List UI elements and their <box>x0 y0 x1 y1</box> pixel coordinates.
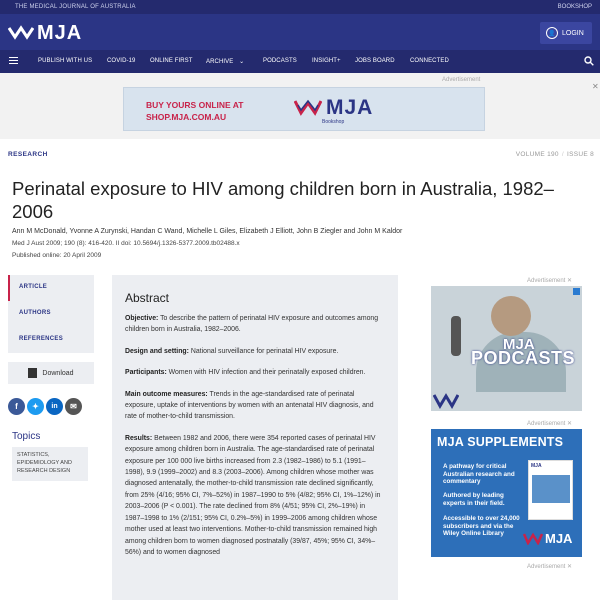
ad-label-3-text: Advertisement <box>527 564 566 570</box>
issue[interactable]: ISSUE 8 <box>566 151 594 158</box>
podcast-line2: PODCASTS <box>471 348 576 368</box>
search-icon[interactable] <box>584 56 594 66</box>
abstract-heading: Abstract <box>125 291 170 305</box>
published-date: Published online: 20 April 2009 <box>12 252 102 259</box>
abstract-results <box>125 433 385 558</box>
journal-name[interactable]: THE MEDICAL JOURNAL OF AUSTRALIA <box>15 4 136 10</box>
main-nav <box>0 50 600 73</box>
mja-logo-icon <box>8 25 34 41</box>
ad-label: Advertisement <box>442 77 481 83</box>
chevron-down-icon: ⌄ <box>239 59 245 65</box>
participants-label: Participants: <box>125 369 167 377</box>
nav-item-podcasts[interactable]: PODCASTS <box>263 58 297 64</box>
cover-image <box>532 475 570 503</box>
ad-label-1 <box>527 277 572 284</box>
login-label: LOGIN <box>562 29 584 37</box>
banner-logo-text: MJA <box>326 96 374 119</box>
supp-logo-text: MJA <box>545 531 573 546</box>
abstract-panel <box>112 275 398 600</box>
outcomes-text: Trends in the age-standardised rate of perinatal exposure, uptake of interventions by women with an antenatal HIV diagnosis, and rate of mother-to-child transmission. <box>125 390 374 421</box>
volume[interactable]: VOLUME 190 <box>515 151 559 158</box>
nav-item-covid[interactable]: COVID-19 <box>107 58 136 64</box>
nav-item-publish[interactable]: PUBLISH WITH US <box>38 58 93 64</box>
nav-item-insight[interactable]: INSIGHT+ <box>312 58 341 64</box>
nav-item-jobs[interactable]: JOBS BOARD <box>355 58 395 64</box>
nav-item-archive-label: ARCHIVE <box>206 59 234 65</box>
download-button[interactable] <box>8 362 94 384</box>
banner-sub: Bookshop <box>322 119 345 125</box>
pdf-icon <box>28 368 37 378</box>
volume-issue: VOLUME 190 / ISSUE 8 <box>515 151 594 158</box>
supp-logo <box>523 531 572 546</box>
objective-text: To describe the pattern of perinatal HIV exposure and outcomes among children born in Australia, 1982–2006. <box>125 315 379 334</box>
supp-heading: MJA SUPPLEMENTS <box>437 435 564 449</box>
supplements-ad[interactable] <box>431 429 582 557</box>
page-title: Perinatal exposure to HIV among children born in Australia, 1982–2006 <box>12 178 554 222</box>
podcast-person-head <box>491 296 531 336</box>
podcast-line1: MJA <box>503 336 535 353</box>
outcomes-label: Main outcome measures: <box>125 390 208 398</box>
nav-references[interactable]: REFERENCES <box>19 336 64 342</box>
ad-label-2 <box>527 420 572 427</box>
supp-p1: A pathway for critical Australian research and commentary <box>443 463 515 485</box>
cover-title: MJA <box>531 463 542 469</box>
menu-icon[interactable] <box>9 57 18 66</box>
nav-article[interactable]: ARTICLE <box>19 284 48 290</box>
logo-text: MJA <box>37 21 83 44</box>
author-list[interactable]: Ann M McDonald, Yvonne A Zurynski, Handan C Wand, Michelle L Giles, Elizabeth J Elliott, John B Ziegler and John M Kaldor <box>12 228 403 235</box>
microphone-icon <box>451 316 461 356</box>
bookshop-banner[interactable] <box>123 87 485 131</box>
nav-authors[interactable]: AUTHORS <box>19 310 51 316</box>
results-text: Between 1982 and 2006, there were 354 reported cases of perinatal HIV exposure among children born in Australia. The age-standardised rate of perinatal exposure per 100 000 live births increased from 2.3 (1982–1986) to 5.1 (1991–1998), 9.9 (1999–2002) and 8.3 (2003–2006). Among children whose mother was diagnosed antenatally, the mother-to-child transmission rate declined significantly, from 25% (4/16; 95% CI, 7%–52%) in 1987–1990 to 5% (4/82; 95% CI, 1%–12%) in 2003–2006 (P < 0.001). The rate declined from 8% (4/51; 95% CI, 2%–19%) in 1987–1998 to 1% (2/151; 95% CI, 0.2%–5%) in 1999–2006 among children whose mother used at least two interventions. Mother-to-child transmission remained high among children born to women diagnosed postnatally (39/87, 45%; 95% CI, 34%–56%) and to women diagnosed <box>125 434 381 556</box>
topics-heading: Topics <box>12 431 41 442</box>
design-text: National surveillance for perinatal HIV exposure. <box>188 347 339 355</box>
bluesky-icon[interactable]: ✦ <box>27 398 44 415</box>
objective-label: Objective: <box>125 315 159 322</box>
results-label: Results: <box>125 434 153 442</box>
participants-text: Women with HIV infection and their perinatally exposed children. <box>166 369 366 377</box>
download-label: Download <box>42 369 74 377</box>
podcast-ad[interactable] <box>431 286 582 411</box>
login-button[interactable] <box>540 22 592 44</box>
design-label: Design and setting: <box>125 347 189 355</box>
ad-choices-icon[interactable] <box>573 288 580 295</box>
ad-label-3 <box>527 563 572 570</box>
active-indicator <box>8 275 10 301</box>
nav-item-archive[interactable] <box>206 58 244 65</box>
bookshop-link[interactable]: BOOKSHOP <box>557 4 592 10</box>
abstract-participants <box>125 367 385 378</box>
journal-cover <box>528 460 573 520</box>
abstract-design <box>125 346 385 357</box>
banner-logo <box>294 96 373 120</box>
banner-line2: SHOP.MJA.COM.AU <box>146 112 227 122</box>
close-icon[interactable]: ✕ <box>592 82 599 91</box>
email-icon[interactable]: ✉ <box>65 398 82 415</box>
mja-chevron-icon <box>294 99 322 117</box>
mja-chevron-icon <box>433 393 459 409</box>
close-icon[interactable]: ✕ <box>567 564 573 570</box>
supp-p2: Authored by leading experts in their field. <box>443 492 505 507</box>
mja-chevron-icon <box>523 532 543 545</box>
facebook-icon[interactable]: f <box>8 398 25 415</box>
topic-tag[interactable]: STATISTICS, EPIDEMIOLOGY AND RESEARCH DESIGN <box>12 447 88 481</box>
close-icon[interactable]: ✕ <box>567 278 573 284</box>
close-icon[interactable]: ✕ <box>567 421 573 427</box>
nav-item-connected[interactable]: CONNECTED <box>410 58 449 64</box>
banner-text <box>146 99 243 123</box>
citation: Med J Aust 2009; 190 (8): 416-420. II doi: 10.5694/j.1326-5377.2009.tb02488.x <box>12 240 240 247</box>
nav-item-online-first[interactable]: ONLINE FIRST <box>150 58 193 64</box>
ad-label-1-text: Advertisement <box>527 278 566 284</box>
banner-line1: BUY YOURS ONLINE AT <box>146 100 244 110</box>
supp-p3: Accessible to over 24,000 subscribers and via the Wiley Online Library <box>443 515 520 537</box>
ad-label-2-text: Advertisement <box>527 421 566 427</box>
top-strip <box>0 0 600 14</box>
user-icon: 👤 <box>546 27 558 39</box>
linkedin-icon[interactable]: in <box>46 398 63 415</box>
article-nav <box>8 275 94 353</box>
abstract-outcomes <box>125 389 385 423</box>
abstract-objective <box>125 313 385 336</box>
brand-bar <box>0 14 600 50</box>
section-label[interactable]: RESEARCH <box>8 151 48 158</box>
mja-logo[interactable] <box>8 22 82 44</box>
